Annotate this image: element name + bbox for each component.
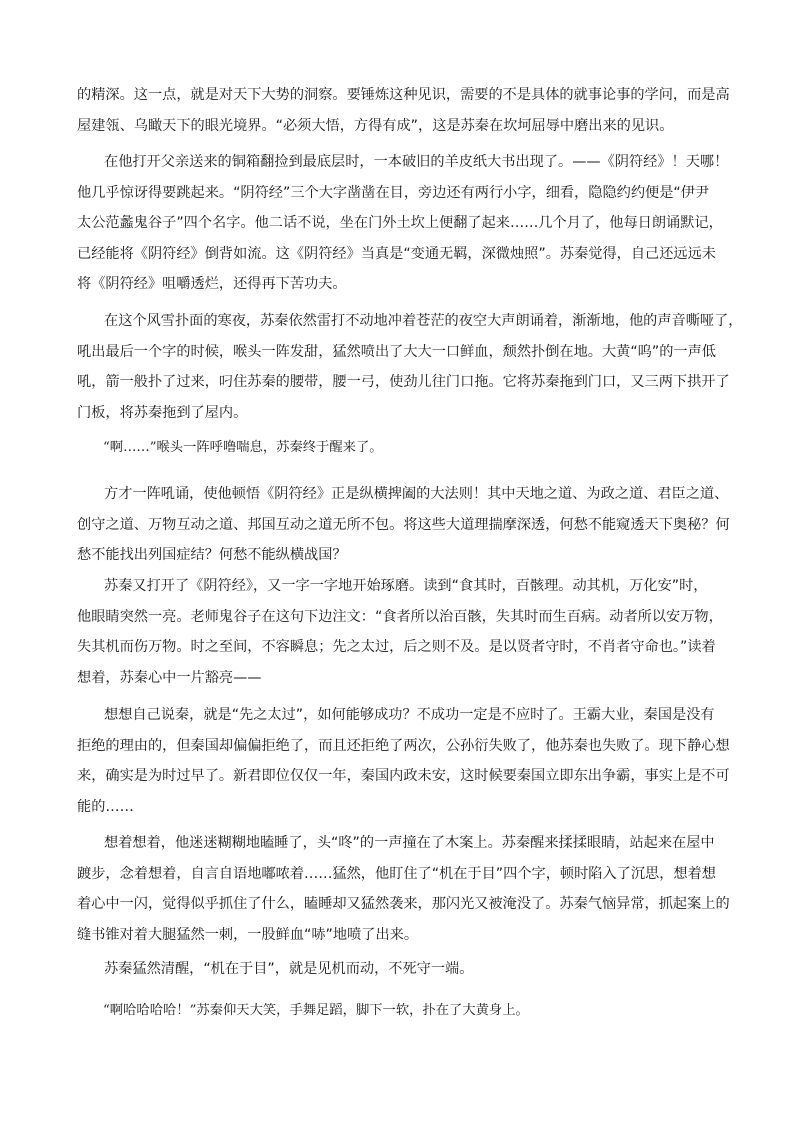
text-line: “啊……”喉头一阵呼噜喘息，苏秦终于醒来了。 (103, 440, 383, 455)
paragraph (77, 147, 729, 300)
text-line: 着心中一闪，觉得似乎抓住了什么，瞌睡却又猛然袭来，那闪光又被淹没了。苏秦气恼异常，抓起案上的 (77, 896, 730, 912)
paragraph (77, 828, 730, 950)
text-line: 屋建瓴、乌瞰天下的眼光境界。“必须大悟，方得有成”，这是苏秦在坎坷屈辱中磨出来的见识。 (77, 117, 674, 134)
text-line: 吼，箭一般扑了过来，叼住苏秦的腰带，腰一弓，使劲儿往门口拖。它将苏秦拖到门口，又三两下拱开了 (77, 374, 730, 390)
paragraph (104, 954, 749, 985)
text-line: 拒绝的理由的，但秦国却偏偏拒绝了，而且还拒绝了两次，公孙衍失败了，他苏秦也失败了。现下静心想 (77, 737, 730, 754)
text-line: 缝书锥对着大腿猛然一刺，一股鲜血“哧”地喷了出来。 (77, 926, 419, 943)
paragraph (103, 996, 748, 1027)
text-line: 踱步，念着想着，自言自语地嘟哝着……猛然，他盯住了“机在于目”四个字，顿时陷入了沉思，想着想 (77, 865, 716, 882)
text-line: 想着，苏秦心中一片豁亮—— (77, 669, 262, 686)
paragraph (77, 479, 730, 571)
text-line: 创守之道、万物互动之道、邦国互动之道无所不包。将这些大道理揣摩深透，何愁不能窥透天下奥秘？何 (77, 516, 730, 533)
paragraph (77, 700, 730, 822)
text-line: 他眼睛突然一亮。老师鬼谷子在这句下边注文：“食者所以治百骸，失其时而生百病。动者所以安万物， (77, 608, 723, 625)
text-line: 苏秦又打开了《阴符经》，又一字一字地开始琢磨。读到“食其时，百骸理。动其机，万化安”时， (104, 578, 708, 594)
text-line: 在这个风雪扑面的寒夜，苏秦依然雷打不动地冲着苍茫的夜空大声朗诵着，渐渐地，他的声音嘶哑了， (104, 313, 743, 329)
text-line: 的精深。这一点，就是对天下大势的洞察。要锤炼这种见识，需要的不是具体的就事论事的学问，而是高 (77, 87, 730, 103)
text-line: “啊哈哈哈哈！”苏秦仰天大笑，手舞足蹈，脚下一软，扑在了大黄身上。 (103, 1003, 529, 1018)
text-line: 方才一阵吼诵，使他顿悟《阴符经》正是纵横捭阖的大法则！其中天地之道、为政之道、君臣之道、 (104, 486, 729, 502)
text-line: 苏秦猛然清醒，“机在于目”，就是见机而动，不死守一端。 (104, 961, 474, 977)
paragraph (77, 571, 722, 693)
text-line: 门板，将苏秦拖到了屋内。 (77, 404, 248, 421)
text-line: 想着想着，他迷迷糊糊地瞌睡了，头“咚”的一声撞在了木案上。苏秦醒来揉揉眼睛，站起来在屋中 (104, 835, 715, 851)
text-line: 将《阴符经》咀嚼透烂，还得再下苦功夫。 (77, 276, 347, 292)
text-line: 想想自己说秦，就是“先之太过”，如何能够成功？不成功一定是不应时了。王霸大业，秦国是没有 (104, 707, 715, 723)
text-line: 在他打开父亲送来的铜箱翻捡到最底层时，一本破旧的羊皮纸大书出现了。——《阴符经》！天哪！ (104, 154, 729, 170)
paragraph (103, 433, 748, 464)
text-line: 太公范蠡鬼谷子”四个名字。他二话不说，坐在门外土坎上便翻了起来……几个月了，他每日朗诵默记， (77, 215, 723, 231)
text-line: 来，确实是为时过早了。新君即位仅仅一年，秦国内政未安，这时候要秦国立即东出争霸，事实上是不可 (77, 768, 730, 784)
text-line: 愁不能找出列国症结？何愁不能纵横战国？ (77, 547, 347, 563)
text-line: 已经能将《阴符经》倒背如流。这《阴符经》当真是“变通无羁，深微烛照”。苏秦觉得，自己还远远未 (77, 245, 716, 262)
text-line: 吼出最后一个字的时候，喉头一阵发甜，猛然喷出了大大一口鲜血，颓然扑倒在地。大黄“呜”的一声低 (77, 343, 716, 360)
text-line: 他几乎惊讶得要跳起来。“阴符经”三个大字凿凿在目，旁边还有两行小字，细看，隐隐约约便是“伊尹 (77, 184, 710, 201)
text-line: 失其机而伤万物。时之至间，不容瞬息；先之太过，后之则不及。是以贤者守时，不肖者守命也。”读着 (77, 639, 716, 655)
paragraph (77, 80, 730, 141)
text-line: 能的…… (77, 798, 134, 815)
paragraph (77, 306, 743, 428)
